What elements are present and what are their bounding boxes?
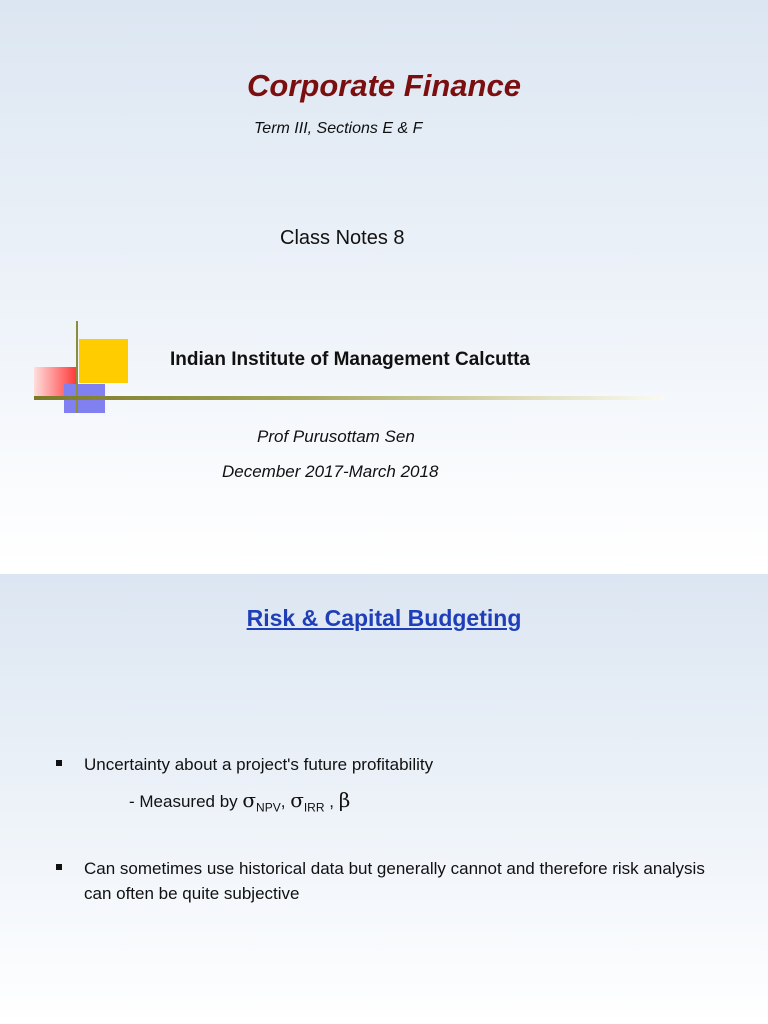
slide-heading: Risk & Capital Budgeting (246, 605, 522, 631)
course-dates: December 2017-March 2018 (222, 462, 439, 481)
beta-symbol: β (338, 788, 351, 812)
bullet-item (84, 752, 724, 777)
slide-subtitle: Term III, Sections E & F (254, 120, 423, 137)
sigma-symbol: σ (290, 788, 304, 812)
separator: , (280, 792, 291, 811)
separator: , (324, 792, 339, 811)
slide-separator (0, 566, 768, 574)
decorative-yellow-block (79, 339, 128, 383)
bullet-text: Can sometimes use historical data but generally cannot and therefore risk analysis can often be quite subjective (84, 859, 705, 903)
slide-title: Corporate Finance (247, 68, 521, 103)
bullet-square-icon (56, 760, 62, 766)
measured-by-line (129, 788, 350, 814)
institute-name: Indian Institute of Management Calcutta (170, 349, 530, 370)
bullet-item (84, 856, 734, 906)
bullet-square-icon (56, 864, 62, 870)
sigma-symbol: σ (242, 788, 257, 812)
npv-subscript: NPV (256, 800, 281, 815)
bullet-text: Uncertainty about a project's future profitability (84, 755, 434, 774)
professor-name: Prof Purusottam Sen (257, 427, 415, 446)
class-notes-label: Class Notes 8 (280, 227, 405, 249)
measured-prefix: - Measured by (129, 792, 243, 811)
content-slide (0, 574, 768, 1024)
decorative-horizontal-line (34, 396, 664, 400)
irr-subscript: IRR (303, 800, 325, 815)
